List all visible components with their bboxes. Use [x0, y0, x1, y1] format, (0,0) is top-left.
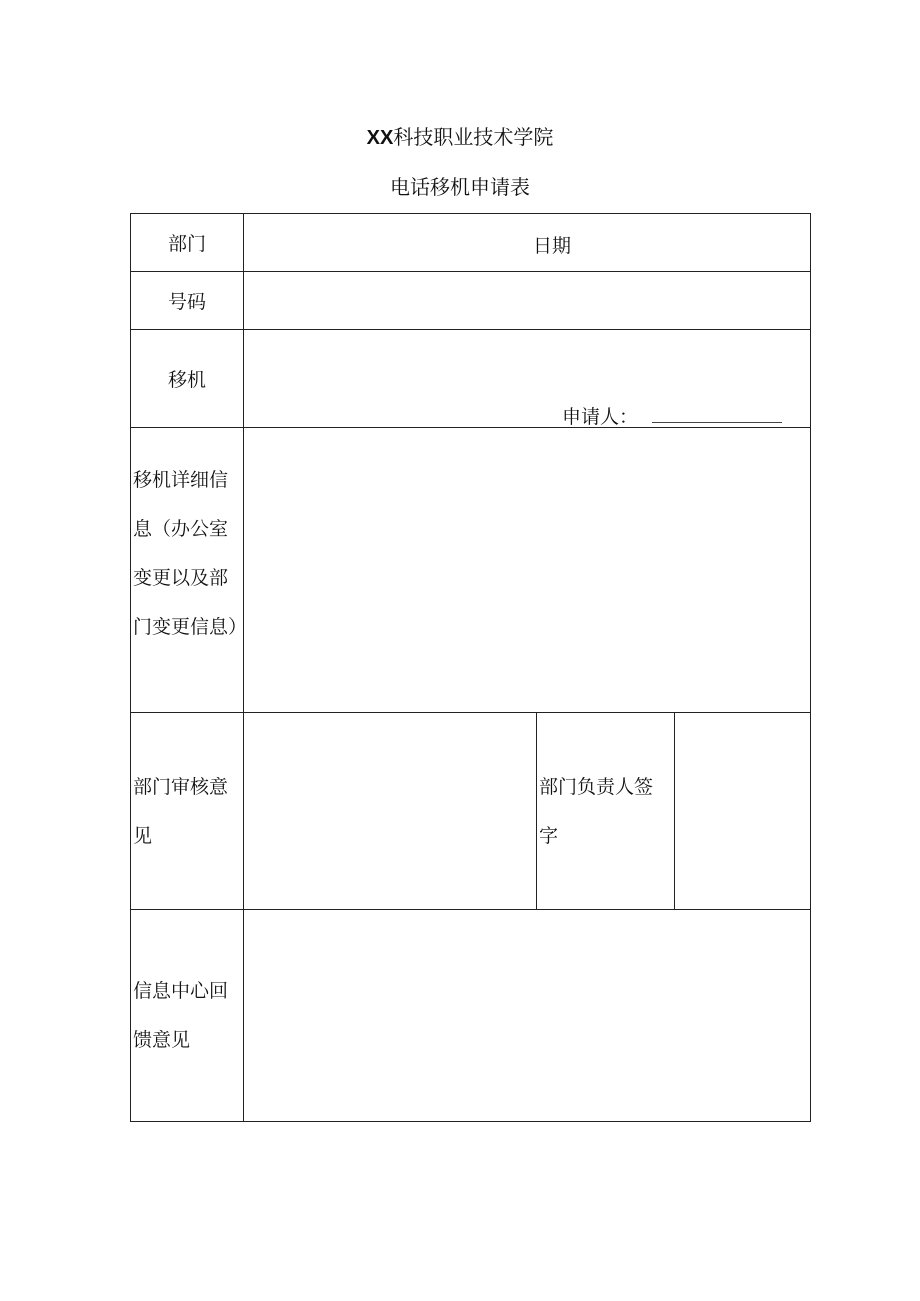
title-prefix: XX: [366, 127, 394, 149]
date-label: 日期: [533, 235, 572, 257]
dept-head-sign-field[interactable]: [675, 713, 810, 909]
applicant-line: [562, 402, 782, 429]
document-title: [0, 124, 920, 151]
info-center-field[interactable]: [244, 910, 810, 1121]
title-rest: 科技职业技术学院: [393, 125, 554, 149]
dept-review-label: 部门审核意见: [133, 776, 229, 847]
details-field[interactable]: [244, 428, 810, 712]
department-field[interactable]: [244, 214, 810, 271]
move-field[interactable]: [244, 330, 810, 427]
dept-head-sign-label: 部门负责人签字: [539, 776, 654, 847]
move-label: 移机: [167, 369, 206, 391]
details-label: 移机详细信息（办公室变更以及部门变更信息）: [133, 469, 248, 638]
dept-review-field[interactable]: [244, 713, 536, 909]
number-label: 号码: [167, 291, 206, 313]
table-border-bottom: [130, 1121, 811, 1122]
info-center-label: 信息中心回馈意见: [133, 980, 229, 1051]
table-border-right: [810, 213, 811, 1122]
applicant-signature-blank[interactable]: [652, 404, 782, 423]
form-subtitle: 电话移机申请表: [390, 175, 530, 199]
number-field[interactable]: [244, 272, 810, 329]
department-label: 部门: [167, 233, 206, 255]
applicant-label: 申请人：: [562, 406, 639, 428]
